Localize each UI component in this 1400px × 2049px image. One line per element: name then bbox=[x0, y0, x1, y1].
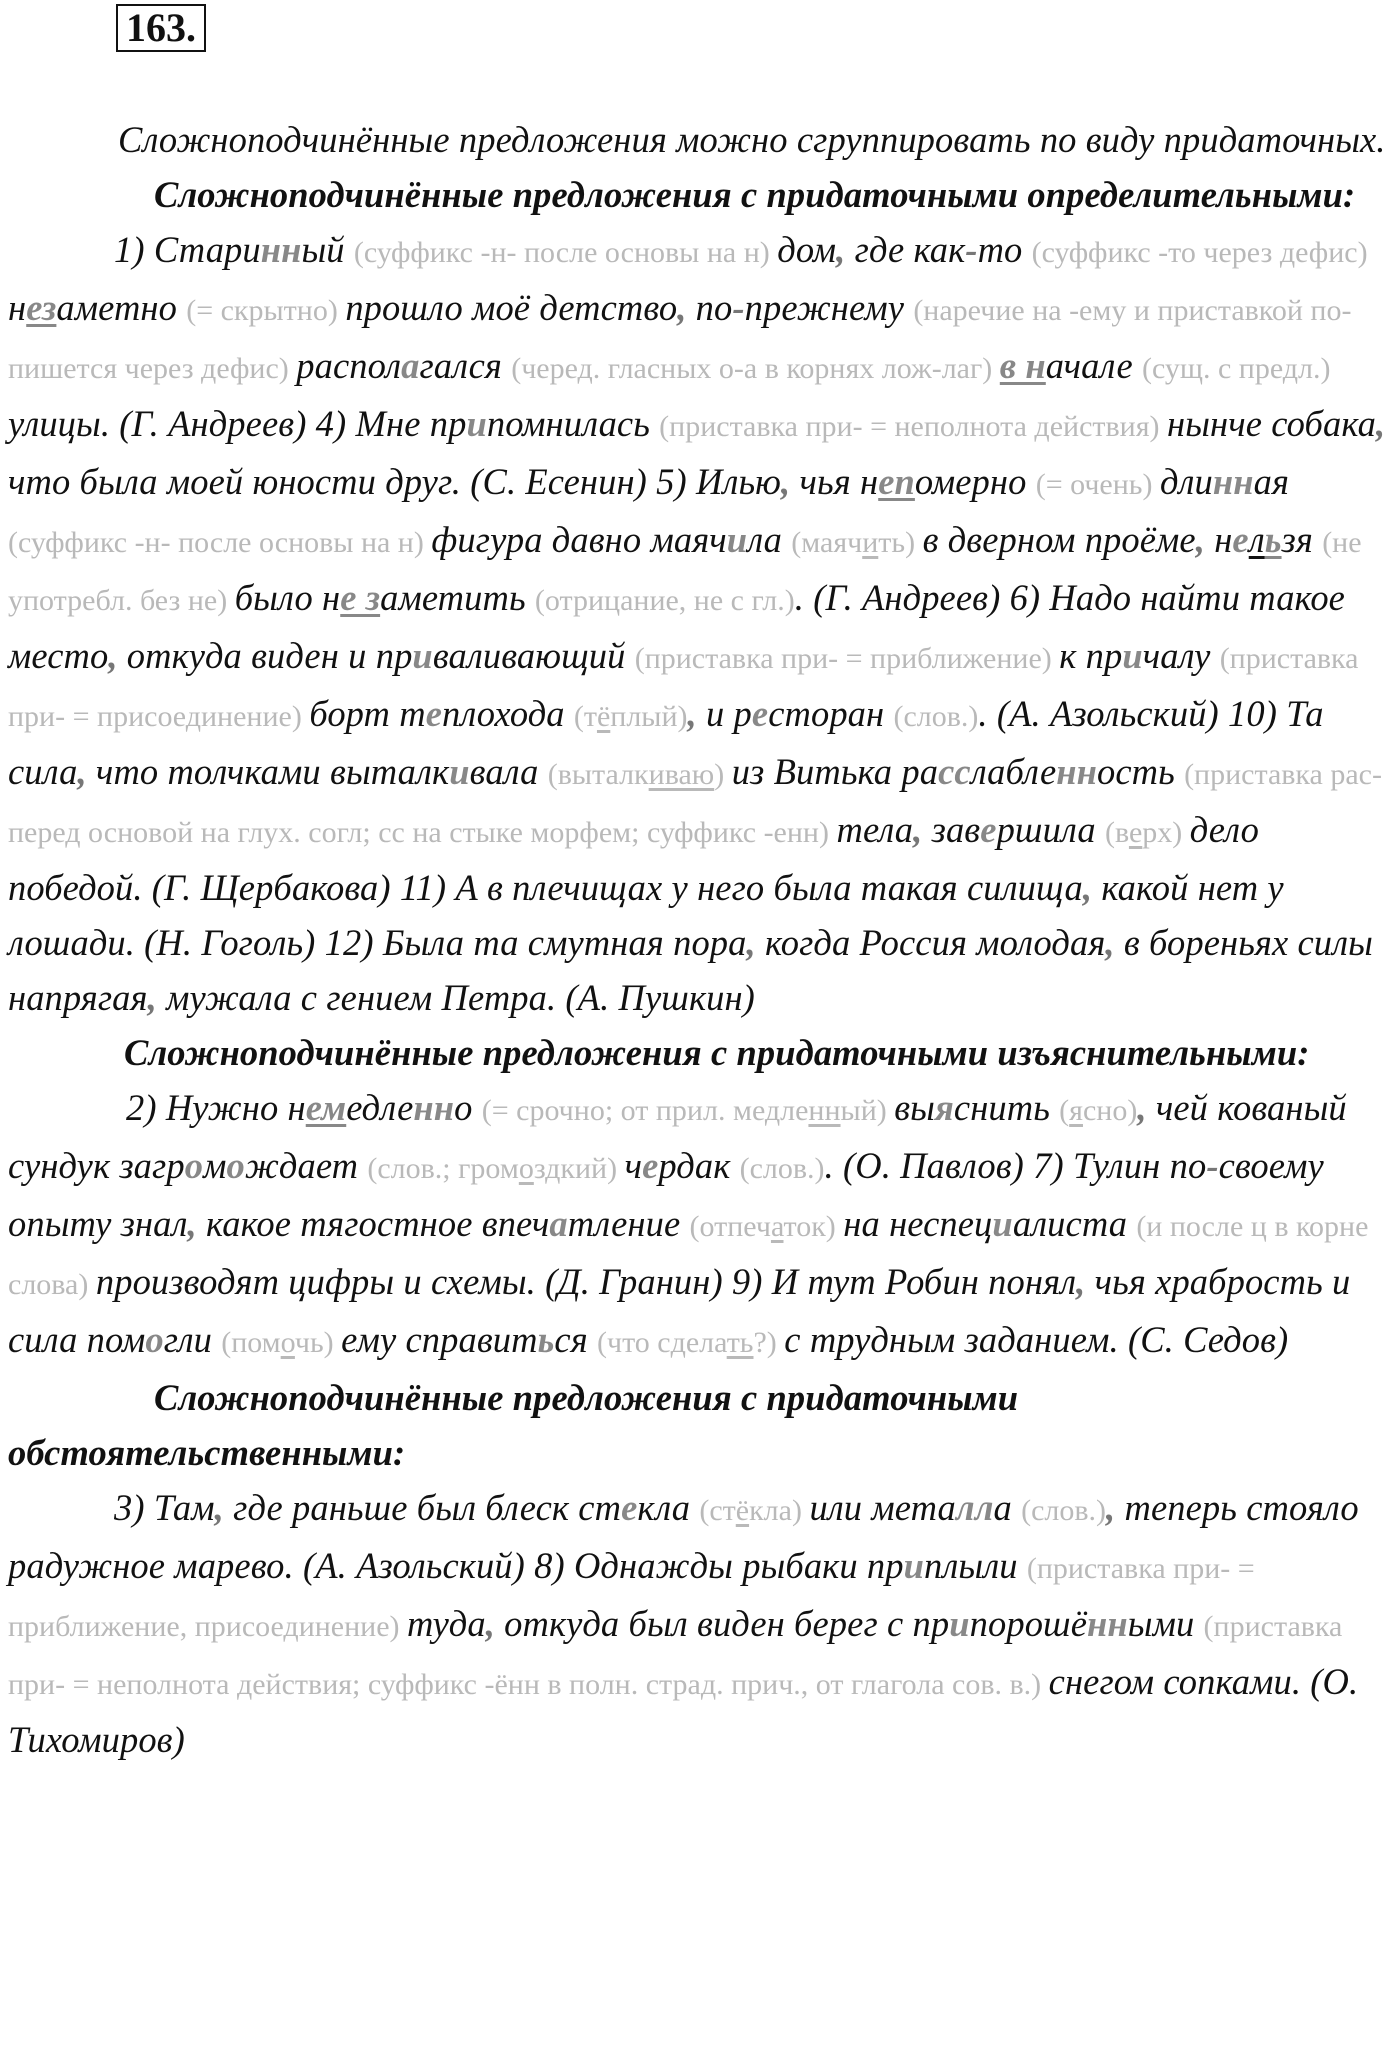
highlighted-letters: ез bbox=[26, 287, 57, 328]
spelling-note: сно) bbox=[1082, 1094, 1138, 1127]
text-segment: валивающий bbox=[432, 635, 635, 676]
spelling-note: (маяч bbox=[791, 526, 863, 559]
punctuation-mark: , bbox=[687, 693, 697, 734]
highlighted-letters: е bbox=[980, 809, 997, 850]
spelling-note: чь) bbox=[294, 1326, 342, 1359]
highlighted-letters: сс bbox=[938, 751, 971, 792]
highlighted-letters: и bbox=[1122, 635, 1143, 676]
text-segment: аметить bbox=[380, 577, 535, 618]
text-segment: к пр bbox=[1059, 635, 1123, 676]
text-segment: ршила bbox=[996, 809, 1105, 850]
text-segment: с трудным заданием. (С. Седов) bbox=[784, 1319, 1289, 1360]
text-segment: аметно bbox=[56, 287, 187, 328]
text-segment: . (А. Азольский) 10) Та сила bbox=[8, 693, 1324, 792]
text-segment: ая bbox=[1253, 461, 1290, 502]
highlighted-letters: ем bbox=[305, 1087, 347, 1128]
text-segment: алиста bbox=[1012, 1203, 1137, 1244]
spelling-note: (сущ. с предл.) bbox=[1141, 352, 1331, 385]
spelling-note: (= срочно; от прил. медле bbox=[481, 1094, 809, 1127]
text-segment: ачале bbox=[1045, 345, 1142, 386]
text-segment: гли bbox=[163, 1319, 222, 1360]
text-segment: и р bbox=[696, 693, 752, 734]
spelling-note: (ст bbox=[699, 1494, 736, 1527]
text-segment: вы bbox=[894, 1087, 935, 1128]
text-segment: плохода bbox=[442, 693, 574, 734]
intro-paragraph: Сложноподчинённые предложения можно сгруппировать по виду придаточных. bbox=[118, 119, 1386, 160]
section-text-explanatory bbox=[8, 1080, 1392, 1370]
spelling-note: рх) bbox=[1142, 816, 1190, 849]
punctuation-mark: , bbox=[1106, 1487, 1116, 1528]
highlighted-letters: е bbox=[642, 1145, 659, 1186]
text-segment: откуда виден и пр bbox=[117, 635, 413, 676]
text-segment: омерно bbox=[914, 461, 1036, 502]
text-segment: снегом сопками. (О. Тихомиров) bbox=[8, 1661, 1359, 1760]
section-heading-attributive: Сложноподчинённые предложения с придаточными определительными: bbox=[154, 174, 1356, 215]
spelling-note: (что сдела bbox=[596, 1326, 727, 1359]
text-segment: по bbox=[686, 287, 733, 328]
spelling-note: ё bbox=[596, 700, 611, 733]
text-segment: где раньше был блеск ст bbox=[223, 1487, 622, 1528]
text-segment: где как bbox=[845, 229, 966, 270]
text-segment: 3) Там bbox=[114, 1487, 215, 1528]
spelling-note: (приставка при- = приближение, присоединение) bbox=[8, 1552, 1255, 1643]
spelling-note: (суффикс -то через дефис) bbox=[1031, 236, 1368, 269]
highlighted-letters: нн bbox=[413, 1087, 455, 1128]
text-segment: чья н bbox=[790, 461, 879, 502]
text-segment: ла bbox=[747, 519, 792, 560]
spelling-note: (в bbox=[1104, 816, 1129, 849]
text-segment: сторан bbox=[768, 693, 894, 734]
punctuation-mark: - bbox=[732, 287, 745, 328]
spelling-note: (суффикс -н- после основы на н) bbox=[353, 236, 778, 269]
highlighted-letters: е bbox=[621, 1487, 638, 1528]
spelling-note: о bbox=[280, 1326, 295, 1359]
highlighted-letters: о bbox=[145, 1319, 164, 1360]
spelling-note: плый) bbox=[610, 700, 688, 733]
text-segment: мужала с гением Петра. (А. Пушкин) bbox=[156, 977, 755, 1018]
spelling-note: (отпеч bbox=[689, 1210, 771, 1243]
punctuation-mark: , bbox=[913, 809, 923, 850]
spelling-note: о bbox=[518, 1152, 534, 1185]
spelling-note: я bbox=[1069, 1094, 1083, 1127]
spelling-note: (отрицание, не с гл.) bbox=[534, 584, 795, 617]
text-segment: зя bbox=[1281, 519, 1323, 560]
text-segment: ч bbox=[624, 1145, 643, 1186]
spelling-note: здкий) bbox=[533, 1152, 625, 1185]
spelling-note: (= скрытно) bbox=[186, 294, 346, 327]
punctuation-mark: , bbox=[781, 461, 791, 502]
highlighted-letters: и bbox=[726, 519, 748, 560]
punctuation-mark: - bbox=[1206, 1145, 1219, 1186]
highlighted-letters: нн bbox=[1212, 461, 1254, 502]
spelling-note: (слов.) bbox=[739, 1152, 825, 1185]
highlighted-letters: е bbox=[1232, 519, 1249, 560]
spelling-note: (черед. гласных о-а в корнях лож-лаг) bbox=[511, 352, 1000, 385]
text-segment: ость bbox=[1097, 751, 1185, 792]
text-segment: тление bbox=[567, 1203, 690, 1244]
punctuation-mark: , bbox=[108, 635, 118, 676]
spelling-note: (и после ц в корне слова) bbox=[8, 1210, 1369, 1301]
text-segment: прежнему bbox=[744, 287, 914, 328]
text-segment: гался bbox=[419, 345, 512, 386]
highlighted-letters: ь bbox=[1264, 519, 1282, 560]
spelling-note: и bbox=[862, 526, 879, 559]
text-segment: чей кованый сундук загр bbox=[8, 1087, 1347, 1186]
text-segment: кла bbox=[637, 1487, 700, 1528]
highlighted-letters: нн bbox=[1087, 1603, 1128, 1644]
highlighted-letters: а bbox=[401, 345, 420, 386]
text-segment: на неспец bbox=[843, 1203, 993, 1244]
text-segment: производят цифры и схемы. (Д. Гранин) 9) И тут Робин понял bbox=[95, 1261, 1077, 1302]
text-segment: н bbox=[1204, 519, 1233, 560]
spelling-note: (приставка рас- перед основой на глух. согл; сс на стыке морфем; суффикс -енн) bbox=[8, 758, 1382, 849]
text-segment: что была моей юности друг. (С. Есенин) 5) Илью bbox=[8, 461, 782, 502]
text-segment: распол bbox=[296, 345, 402, 386]
text-segment: вала bbox=[469, 751, 548, 792]
text-segment: было н bbox=[234, 577, 341, 618]
highlighted-letters: и bbox=[412, 635, 433, 676]
spelling-note: ё bbox=[735, 1494, 750, 1527]
highlighted-letters: а bbox=[549, 1203, 568, 1244]
spelling-note: (слов.; гром bbox=[367, 1152, 519, 1185]
spelling-note: (приставка при- = неполнота действия) bbox=[659, 410, 1168, 443]
punctuation-mark: , bbox=[836, 229, 846, 270]
text-segment: плыли bbox=[924, 1545, 1027, 1586]
spelling-note: (приставка при- = присоединение) bbox=[8, 642, 1359, 733]
text-segment: чалу bbox=[1142, 635, 1220, 676]
text-segment: или мета bbox=[809, 1487, 956, 1528]
task-number-box: 163. bbox=[116, 4, 206, 52]
punctuation-mark: , bbox=[77, 751, 87, 792]
document-body bbox=[8, 112, 1392, 1767]
punctuation-mark: , bbox=[1076, 1261, 1086, 1302]
text-segment: в бореньях силы напрягая bbox=[8, 922, 1373, 1018]
text-segment: ждает bbox=[244, 1145, 368, 1186]
punctuation-mark: , bbox=[1375, 403, 1386, 444]
highlighted-letters: и bbox=[449, 751, 470, 792]
text-segment: ся bbox=[554, 1319, 597, 1360]
punctuation-mark: , bbox=[187, 1203, 197, 1244]
text-segment: . (Г. Андреев) 6) Надо найти такое место bbox=[8, 577, 1345, 676]
text-segment: когда Россия молодая bbox=[755, 922, 1106, 963]
text-segment: какой нет у лошади. (Н. Гоголь) 12) Была та смутная пора bbox=[8, 867, 1284, 963]
highlighted-letters: о bbox=[184, 1145, 204, 1186]
text-segment: о bbox=[454, 1087, 482, 1128]
text-segment: ыми bbox=[1127, 1603, 1204, 1644]
text-segment: тела bbox=[836, 809, 914, 850]
punctuation-mark: , bbox=[485, 1603, 495, 1644]
text-segment: туда bbox=[407, 1603, 486, 1644]
text-segment: нынче собака bbox=[1167, 403, 1376, 444]
punctuation-mark: , bbox=[1137, 1087, 1147, 1128]
section-heading-explanatory: Сложноподчинённые предложения с придаточными изъяснительными: bbox=[124, 1032, 1310, 1073]
spelling-note: ток) bbox=[783, 1210, 844, 1243]
highlighted-letters: нн bbox=[1056, 751, 1098, 792]
section-text-attributive bbox=[8, 222, 1392, 1025]
spelling-note: а bbox=[770, 1210, 784, 1243]
spelling-note: (выталк bbox=[547, 758, 649, 791]
spelling-note: (не употребл. без не) bbox=[8, 526, 1362, 617]
punctuation-mark: , bbox=[1195, 519, 1205, 560]
punctuation-mark: , bbox=[1082, 867, 1093, 908]
punctuation-mark: , bbox=[677, 287, 687, 328]
text-segment: из Витька ра bbox=[731, 751, 939, 792]
text-segment: н bbox=[8, 287, 27, 328]
text-segment: 2) Нужно н bbox=[126, 1087, 306, 1128]
text-segment: а bbox=[993, 1487, 1022, 1528]
highlighted-letters: я bbox=[935, 1087, 954, 1128]
spelling-note: (т bbox=[573, 700, 597, 733]
text-segment: то bbox=[977, 229, 1032, 270]
highlighted-letters: е з bbox=[340, 577, 381, 618]
spelling-note: ( bbox=[1059, 1094, 1070, 1127]
text-segment: зав bbox=[922, 809, 981, 850]
text-segment: теперь стояло радужное марево. (А. Азольский) 8) Однажды рыбаки пр bbox=[8, 1487, 1359, 1586]
text-segment: улицы. (Г. Андреев) 4) Мне пр bbox=[8, 403, 467, 444]
highlighted-letters: е bbox=[425, 693, 442, 734]
punctuation-mark: , bbox=[147, 977, 157, 1018]
text-segment: рдак bbox=[658, 1145, 740, 1186]
punctuation-mark: , bbox=[746, 922, 756, 963]
text-segment: лабле bbox=[970, 751, 1057, 792]
text-segment: помнилась bbox=[486, 403, 660, 444]
highlighted-letters: и bbox=[992, 1203, 1013, 1244]
text-segment: ый bbox=[301, 229, 354, 270]
spelling-note: (слов.) bbox=[1021, 1494, 1107, 1527]
spelling-note: (суффикс -н- после основы на н) bbox=[8, 526, 432, 559]
spelling-note: иваю bbox=[648, 758, 715, 791]
highlighted-letters: в н bbox=[999, 345, 1046, 386]
spelling-note: ть bbox=[726, 1326, 754, 1359]
highlighted-letters: еп bbox=[878, 461, 915, 502]
text-segment: . (О. Павлов) 7) Тулин по bbox=[824, 1145, 1207, 1186]
punctuation-mark: - bbox=[965, 229, 978, 270]
text-segment: м bbox=[203, 1145, 227, 1186]
spelling-note: (приставка при- = неполнота действия; суффикс -ённ в полн. страд. прич., от глагола сов. в.) bbox=[8, 1610, 1343, 1701]
text-segment: в дверном проёме bbox=[922, 519, 1196, 560]
text-segment: дело победой. (Г. Щербакова) 11) А в плечищах у него была такая силища bbox=[8, 809, 1259, 908]
spelling-note: ть) bbox=[878, 526, 923, 559]
text-segment: ему справит bbox=[341, 1319, 538, 1360]
spelling-note: (наречие на -ему и приставкой по- пишется через дефис) bbox=[8, 294, 1352, 385]
section-heading-adverbial: Сложноподчинённые предложения с придаточными обстоятельственными: bbox=[8, 1377, 1019, 1473]
text-segment: чья храбрость и сила пом bbox=[8, 1261, 1351, 1360]
text-segment: какое тягостное впеч bbox=[196, 1203, 550, 1244]
highlighted-letters: о bbox=[226, 1145, 245, 1186]
text-segment: прошло моё детство bbox=[345, 287, 678, 328]
text-segment: л bbox=[1248, 519, 1265, 560]
text-segment: своему опыту знал bbox=[8, 1145, 1324, 1244]
spelling-note: (приставка при- = приближение) bbox=[634, 642, 1060, 675]
highlighted-letters: и bbox=[466, 403, 487, 444]
text-segment: дли bbox=[1159, 461, 1213, 502]
spelling-note: кла) bbox=[749, 1494, 810, 1527]
text-segment: что толчками выталк bbox=[86, 751, 450, 792]
spelling-note: ый) bbox=[840, 1094, 895, 1127]
highlighted-letters: нн bbox=[260, 229, 302, 270]
spelling-note: (слов.) bbox=[893, 700, 979, 733]
spelling-note: ) bbox=[714, 758, 732, 791]
text-segment: откуда был виден берег с пр bbox=[494, 1603, 950, 1644]
text-segment: фигура давно маяч bbox=[431, 519, 727, 560]
spelling-note: нн bbox=[808, 1094, 841, 1127]
text-segment: снить bbox=[953, 1087, 1060, 1128]
punctuation-mark: , bbox=[214, 1487, 224, 1528]
highlighted-letters: и bbox=[903, 1545, 925, 1586]
highlighted-letters: е bbox=[751, 693, 769, 734]
section-text-adverbial bbox=[8, 1480, 1392, 1767]
text-segment: борт т bbox=[309, 693, 426, 734]
punctuation-mark: , bbox=[1105, 922, 1115, 963]
spelling-note: е bbox=[1128, 816, 1143, 849]
spelling-note: (= очень) bbox=[1035, 468, 1160, 501]
text-segment: 1) Стари bbox=[114, 229, 261, 270]
text-segment: дом bbox=[777, 229, 837, 270]
text-segment: порошё bbox=[969, 1603, 1088, 1644]
highlighted-letters: и bbox=[949, 1603, 970, 1644]
highlighted-letters: лл bbox=[955, 1487, 994, 1528]
highlighted-letters: ь bbox=[537, 1319, 555, 1360]
spelling-note: ?) bbox=[753, 1326, 785, 1359]
text-segment: едле bbox=[346, 1087, 414, 1128]
spelling-note: (пом bbox=[221, 1326, 281, 1359]
